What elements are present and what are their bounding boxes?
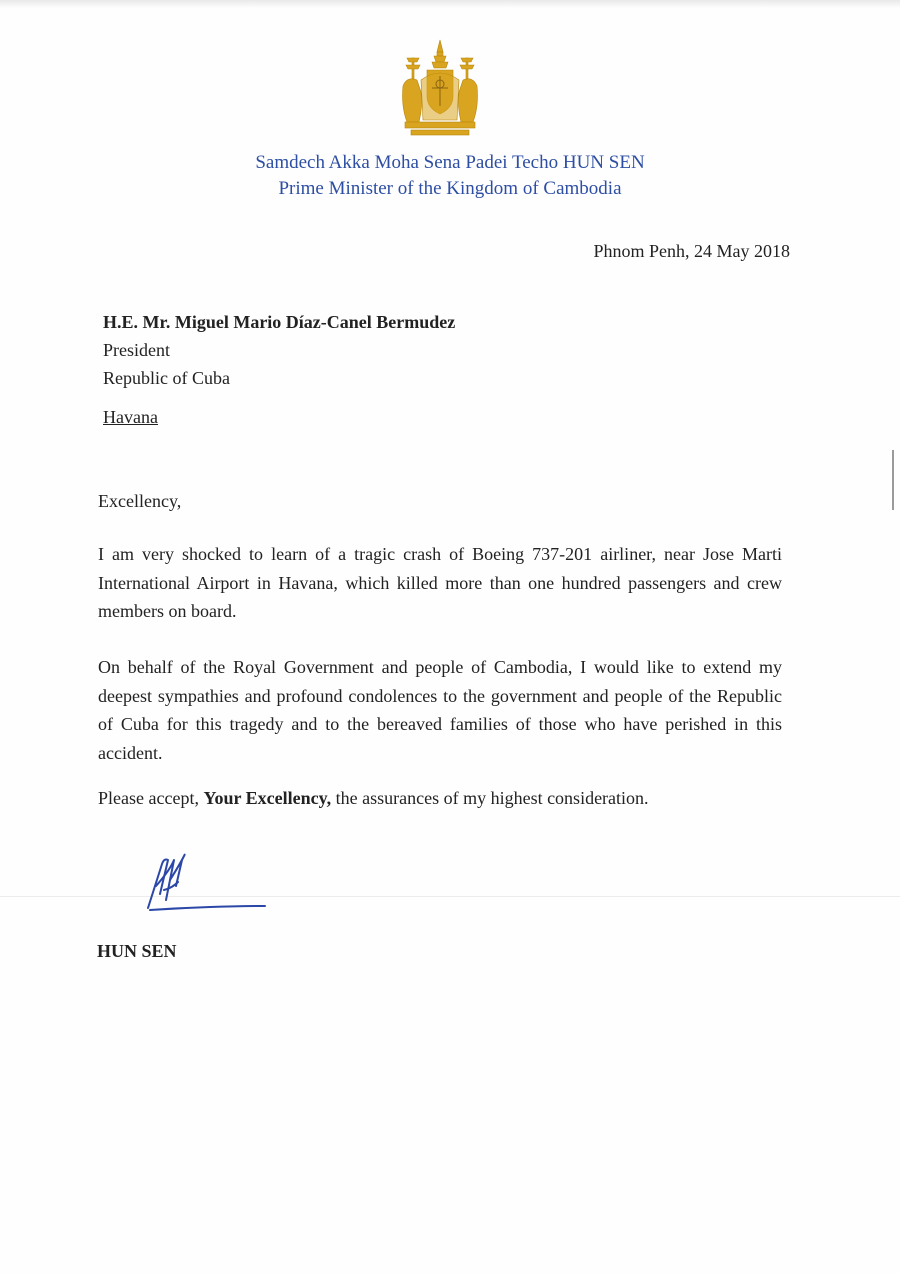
closing-text-before: Please accept, bbox=[98, 788, 204, 808]
closing-emphasis: Your Excellency, bbox=[203, 788, 332, 808]
signature-icon bbox=[140, 850, 275, 915]
body-paragraph: On behalf of the Royal Government and people of Cambodia, I would like to extend my deepest sympathies and profound condolences to the government and people of the Republic of Cuba for this tragedy and to the bereaved families of those who have perished in this accident. bbox=[98, 657, 782, 763]
letterhead bbox=[0, 150, 900, 202]
closing-text-after: the assurances of my highest consideration. bbox=[331, 788, 649, 808]
signer-name: HUN SEN bbox=[97, 941, 177, 961]
scan-edge-mark bbox=[892, 450, 894, 510]
sender-name: Samdech Akka Moha Sena Padei Techo HUN SEN bbox=[255, 152, 645, 173]
letter-date: Phnom Penh, 24 May 2018 bbox=[593, 241, 790, 261]
addressee-block bbox=[103, 308, 455, 431]
addressee-name: H.E. Mr. Miguel Mario Díaz-Canel Bermudez bbox=[103, 312, 456, 332]
body-paragraph: I am very shocked to learn of a tragic crash of Boeing 737-201 airliner, near Jose Marti International Airport in Havana, which killed more than one hundred passengers and crew members on board. bbox=[98, 544, 782, 621]
sender-title: Prime Minister of the Kingdom of Cambodia bbox=[278, 178, 622, 199]
scan-top-edge bbox=[0, 0, 900, 8]
royal-emblem-icon bbox=[385, 36, 495, 146]
addressee-title: President bbox=[103, 340, 170, 360]
addressee-city: Havana bbox=[103, 407, 158, 427]
addressee-country: Republic of Cuba bbox=[103, 368, 230, 388]
closing-line bbox=[98, 788, 649, 809]
salutation: Excellency, bbox=[98, 491, 182, 511]
paper-fold-line bbox=[0, 896, 900, 897]
